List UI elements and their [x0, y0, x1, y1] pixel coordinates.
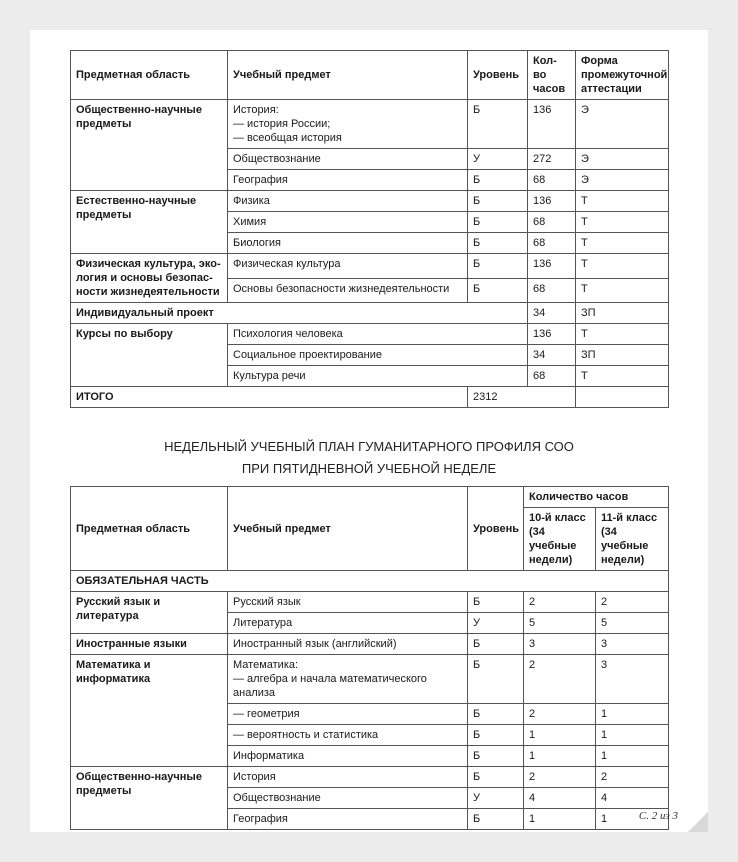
grade10-hours: 2	[524, 655, 596, 704]
subject-area: Естественно-научные предметы	[71, 191, 228, 254]
grade11-hours: 1	[596, 746, 669, 767]
subject-area: Иностранные языки	[71, 634, 228, 655]
subject-area: Индивидуальный проект	[71, 303, 528, 324]
hours-cell: 136	[528, 254, 576, 279]
level-cell: Б	[468, 725, 524, 746]
subject-subitem: — алгебра и начала математического анализа	[233, 673, 427, 699]
total-hours: 2312	[468, 387, 576, 408]
grade10-hours: 1	[524, 746, 596, 767]
form-cell: ЗП	[576, 303, 669, 324]
subject-name: История:	[233, 104, 279, 116]
table-header-row	[71, 487, 669, 508]
grade11-hours: 2	[596, 592, 669, 613]
subject-name: Физика	[228, 191, 468, 212]
subject-name: Основы безопасности жизнедеятельности	[228, 278, 468, 303]
subject-name: Обществознание	[228, 788, 468, 809]
grade10-hours: 5	[524, 613, 596, 634]
subject-name: — вероятность и статистика	[228, 725, 468, 746]
grade10-hours: 2	[524, 704, 596, 725]
level-cell: Б	[468, 170, 528, 191]
form-cell: Т	[576, 254, 669, 279]
grade11-hours: 1	[596, 704, 669, 725]
subject-name: История	[228, 767, 468, 788]
table-row	[71, 254, 669, 279]
header-grade-10: 10-й класс (34 учебные недели)	[524, 508, 596, 571]
hours-cell: 68	[528, 278, 576, 303]
grade10-hours: 1	[524, 809, 596, 830]
level-cell: У	[468, 613, 524, 634]
table-row	[71, 100, 669, 149]
hours-cell: 136	[528, 191, 576, 212]
level-cell: Б	[468, 278, 528, 303]
level-cell: Б	[468, 704, 524, 725]
document-page	[30, 30, 708, 832]
header-subject: Учебный предмет	[228, 487, 468, 571]
header-level: Уровень	[468, 51, 528, 100]
subject-name: Информатика	[228, 746, 468, 767]
hours-cell: 68	[528, 366, 576, 387]
form-cell: Т	[576, 366, 669, 387]
subject-name: География	[228, 170, 468, 191]
form-cell: Т	[576, 191, 669, 212]
header-hours-group: Количество часов	[524, 487, 669, 508]
subject-cell	[228, 100, 468, 149]
curriculum-hours-table	[70, 50, 669, 408]
grade11-hours: 1	[596, 809, 669, 830]
form-cell: ЗП	[576, 345, 669, 366]
subject-name: — геометрия	[228, 704, 468, 725]
level-cell: Б	[468, 634, 524, 655]
table-row	[71, 767, 669, 788]
grade10-hours: 2	[524, 592, 596, 613]
subject-name: Химия	[228, 212, 468, 233]
table-row	[71, 324, 669, 345]
header-hours: Кол-во часов	[528, 51, 576, 100]
form-cell: Э	[576, 149, 669, 170]
grade10-hours: 2	[524, 767, 596, 788]
subject-area: Русский язык и литература	[71, 592, 228, 634]
form-cell: Т	[576, 212, 669, 233]
hours-cell: 136	[528, 324, 576, 345]
subject-name: Математика:	[233, 659, 299, 671]
level-cell: Б	[468, 191, 528, 212]
hours-cell: 68	[528, 233, 576, 254]
subject-area: Общественно-научные предметы	[71, 100, 228, 191]
table-header-row	[71, 51, 669, 100]
empty-cell	[576, 387, 669, 408]
subject-name: Литература	[228, 613, 468, 634]
grade10-hours: 1	[524, 725, 596, 746]
level-cell: Б	[468, 212, 528, 233]
form-cell: Т	[576, 324, 669, 345]
subject-cell	[228, 655, 468, 704]
page-curl-corner	[688, 812, 708, 832]
table-row	[71, 655, 669, 704]
subject-subitem: — всеобщая история	[233, 132, 342, 144]
level-cell: Б	[468, 100, 528, 149]
grade10-hours: 4	[524, 788, 596, 809]
form-cell: Т	[576, 278, 669, 303]
weekly-plan-title	[70, 436, 668, 480]
hours-cell: 68	[528, 170, 576, 191]
subject-area: Общественно-научные предметы	[71, 767, 228, 830]
table-row	[71, 303, 669, 324]
title-line: ПРИ ПЯТИДНЕВНОЙ УЧЕБНОЙ НЕДЕЛЕ	[241, 461, 497, 476]
subject-area: Физическая культура, эко-логия и основы безопас-ности жизнедеятельности	[71, 254, 228, 303]
subject-name: Биология	[228, 233, 468, 254]
hours-cell: 68	[528, 212, 576, 233]
subject-name: География	[228, 809, 468, 830]
page-number: С. 2 из 3	[638, 810, 678, 822]
subject-name: Физическая культура	[228, 254, 468, 279]
subject-name: Обществознание	[228, 149, 468, 170]
level-cell: Б	[468, 592, 524, 613]
level-cell: Б	[468, 767, 524, 788]
header-assessment-form: Форма промежуточной аттестации	[576, 51, 669, 100]
hours-cell: 272	[528, 149, 576, 170]
total-row	[71, 387, 669, 408]
hours-cell: 34	[528, 345, 576, 366]
hours-cell: 136	[528, 100, 576, 149]
table-row	[71, 191, 669, 212]
header-subject-area: Предметная область	[71, 51, 228, 100]
subject-subitem: — история России;	[233, 118, 331, 130]
header-grade-11: 11-й класс (34 учебные недели)	[596, 508, 669, 571]
section-row	[71, 571, 669, 592]
subject-name: Психология человека	[228, 324, 528, 345]
level-cell: Б	[468, 809, 524, 830]
form-cell: Т	[576, 233, 669, 254]
form-cell: Э	[576, 170, 669, 191]
level-cell: Б	[468, 254, 528, 279]
header-subject-area: Предметная область	[71, 487, 228, 571]
grade11-hours: 3	[596, 634, 669, 655]
table-row	[71, 634, 669, 655]
subject-name: Русский язык	[228, 592, 468, 613]
table-row	[71, 592, 669, 613]
grade11-hours: 5	[596, 613, 669, 634]
form-cell: Э	[576, 100, 669, 149]
grade11-hours: 1	[596, 725, 669, 746]
level-cell: Б	[468, 233, 528, 254]
level-cell: Б	[468, 655, 524, 704]
hours-cell: 34	[528, 303, 576, 324]
grade11-hours: 2	[596, 767, 669, 788]
grade11-hours: 4	[596, 788, 669, 809]
total-label: ИТОГО	[71, 387, 468, 408]
subject-name: Иностранный язык (английский)	[228, 634, 468, 655]
subject-name: Социальное проектирование	[228, 345, 528, 366]
title-line: НЕДЕЛЬНЫЙ УЧЕБНЫЙ ПЛАН ГУМАНИТАРНОГО ПРОФИЛЯ СОО	[164, 439, 574, 454]
header-subject: Учебный предмет	[228, 51, 468, 100]
header-level: Уровень	[468, 487, 524, 571]
section-title: ОБЯЗАТЕЛЬНАЯ ЧАСТЬ	[71, 571, 669, 592]
subject-area: Курсы по выбору	[71, 324, 228, 387]
weekly-plan-table	[70, 486, 669, 830]
level-cell: У	[468, 149, 528, 170]
grade11-hours: 3	[596, 655, 669, 704]
level-cell: У	[468, 788, 524, 809]
level-cell: Б	[468, 746, 524, 767]
subject-area: Математика и информатика	[71, 655, 228, 767]
subject-name: Культура речи	[228, 366, 528, 387]
grade10-hours: 3	[524, 634, 596, 655]
